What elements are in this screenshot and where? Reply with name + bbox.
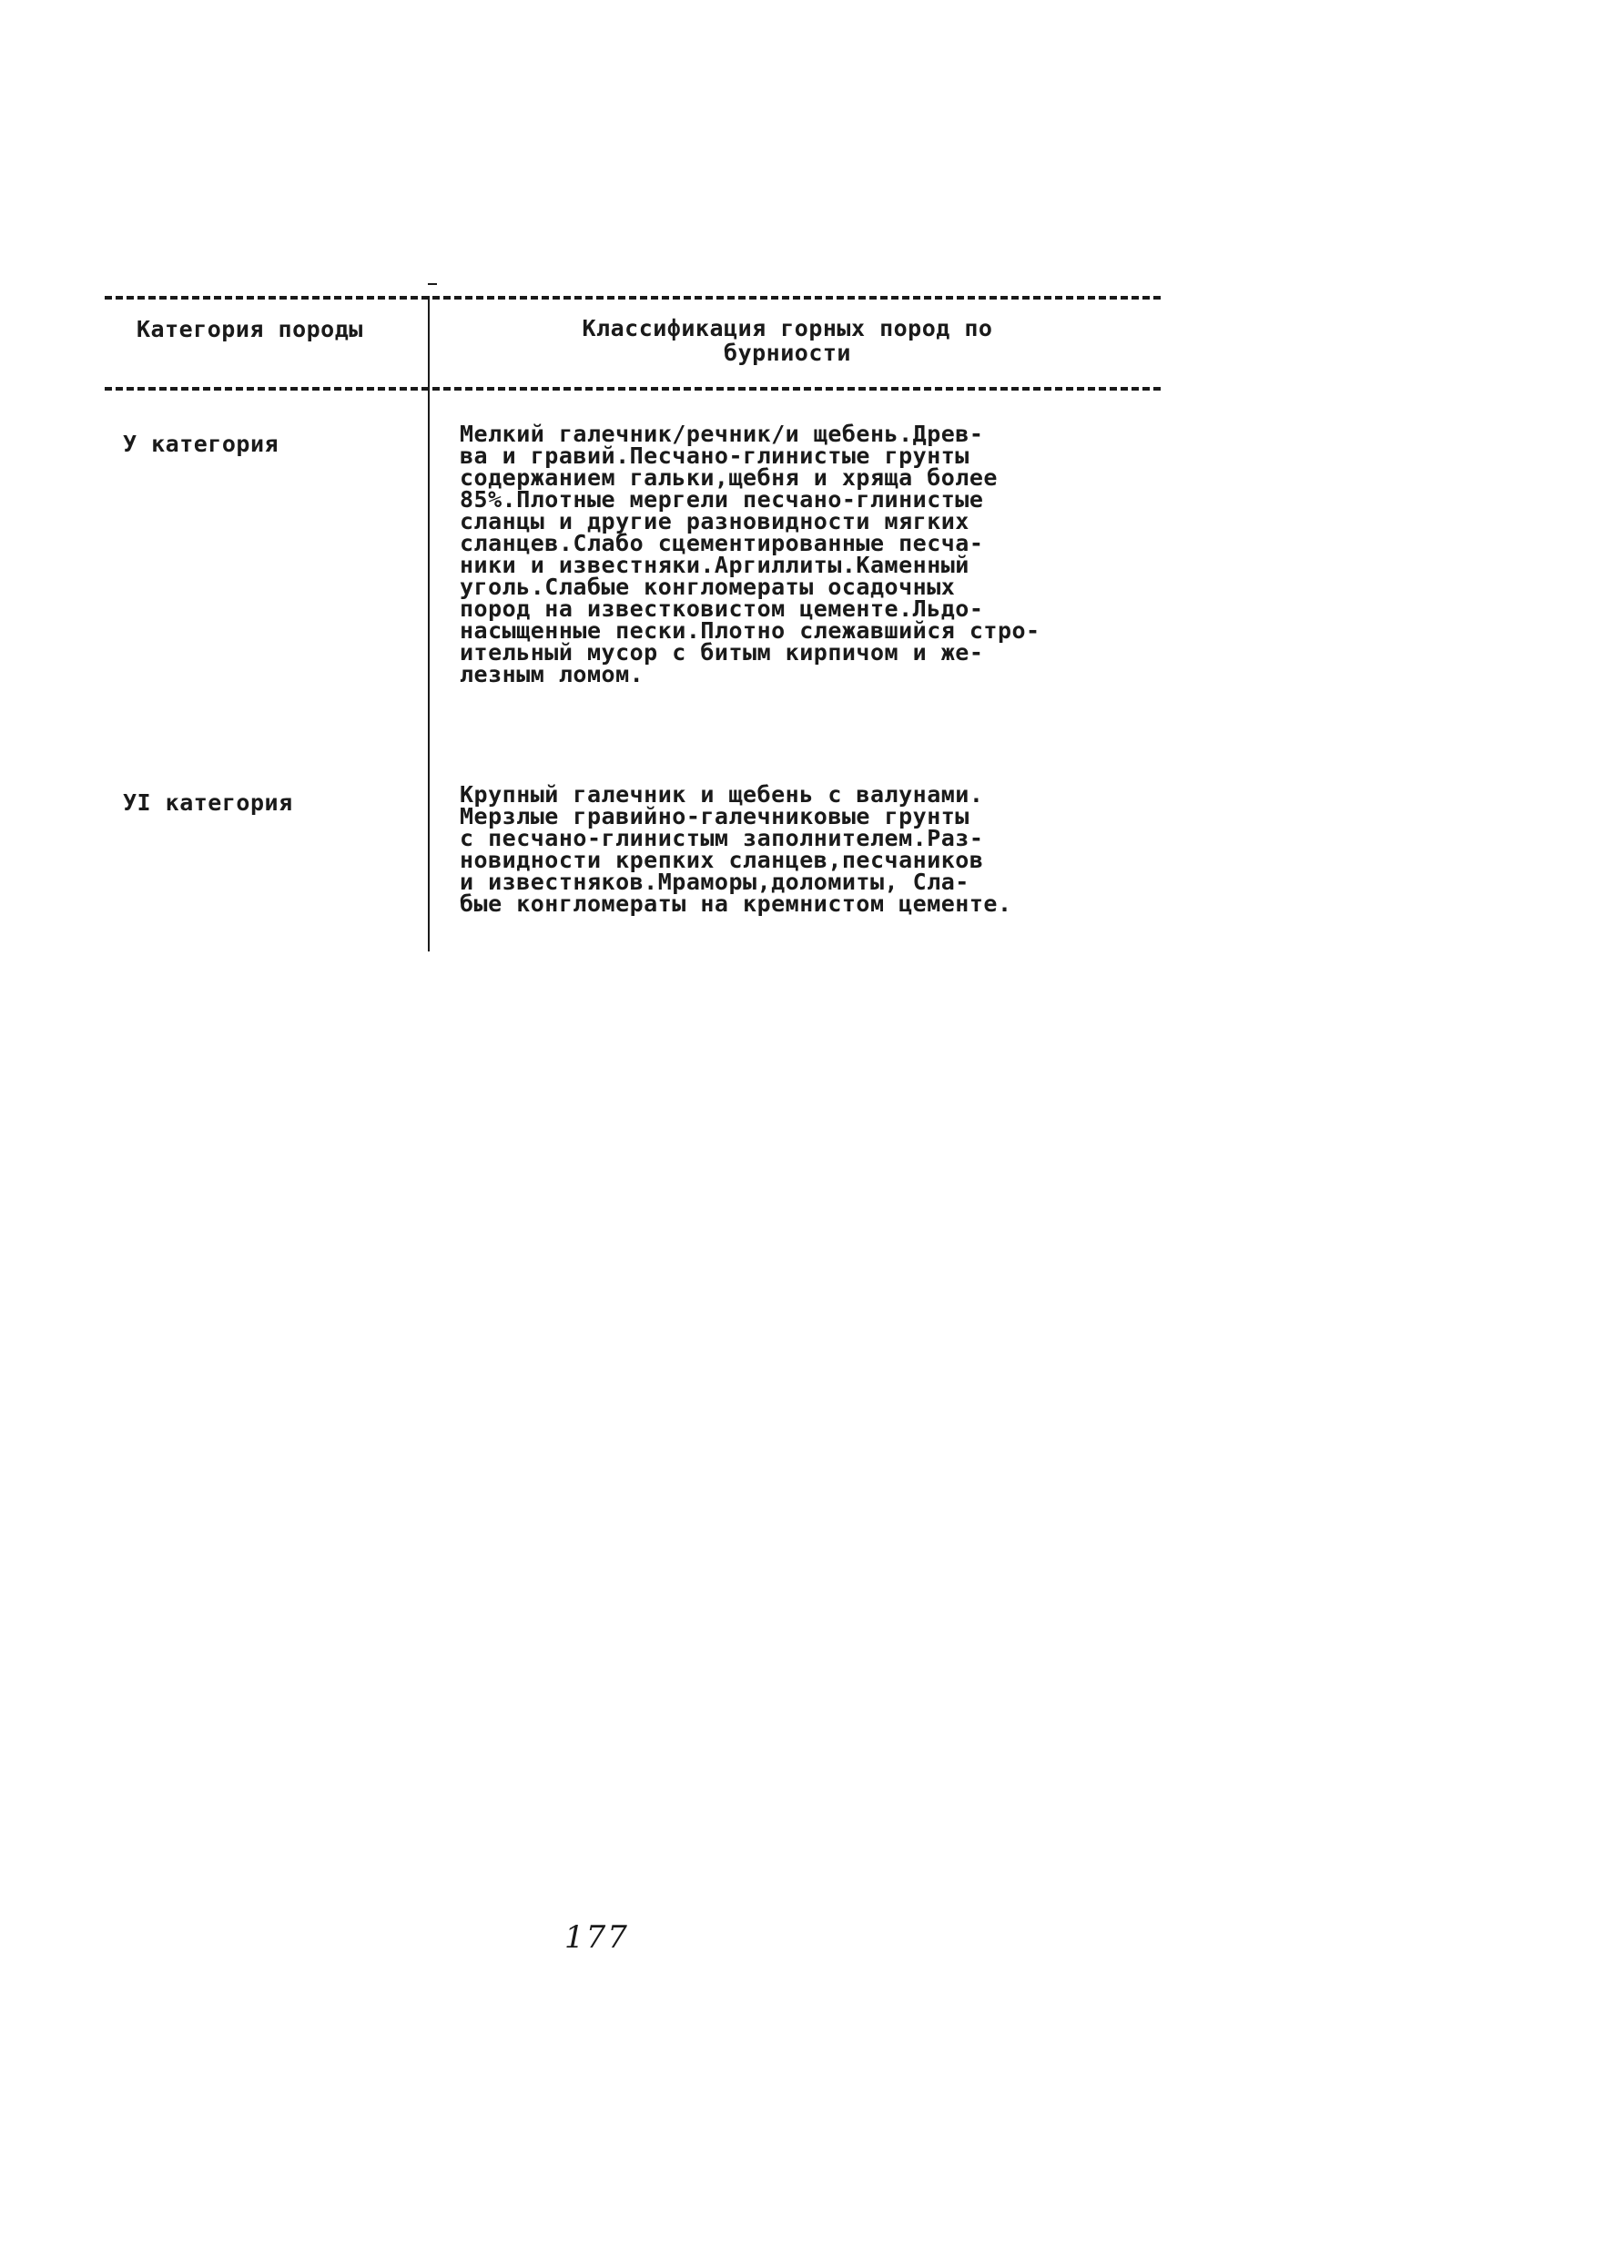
- description-line: ительный мусор с битым кирпичом и же-: [460, 639, 984, 666]
- category-5-label: У категория: [123, 431, 279, 457]
- table-top-rule: [105, 296, 1161, 300]
- description-line: ва и гравий.Песчано-глинистые грунты: [460, 442, 969, 469]
- header-bottom-rule: [105, 387, 1161, 391]
- header-classification: [460, 316, 1115, 365]
- description-line: Мелкий галечник/речник/и щебень.Древ-: [460, 421, 984, 447]
- category-5-description: [460, 423, 1206, 686]
- header-classification-line: Классификация горных пород по: [582, 315, 993, 341]
- category-6-description: [460, 781, 1206, 917]
- description-line: бые конгломераты на кремнистом цементе.: [460, 890, 1012, 917]
- column-divider: [428, 296, 430, 951]
- description-line: уголь.Слабые конгломераты осадочных: [460, 574, 956, 600]
- description-line: Крупный галечник и щебень с валунами.: [460, 781, 984, 808]
- description-line: новидности крепких сланцев,песчаников: [460, 847, 984, 873]
- description-line: сланцев.Слабо сцементированные песча-: [460, 530, 984, 556]
- header-category: Категория породы: [137, 316, 363, 342]
- description-line: насыщенные пески.Плотно слежавшийся стро-: [460, 617, 1040, 644]
- category-6-label: УI категория: [123, 789, 293, 816]
- description-line: сланцы и другие разновидности мягких: [460, 508, 969, 534]
- description-line: с песчано-глинистым заполнителем.Раз-: [460, 825, 984, 851]
- description-line: лезным ломом.: [460, 661, 645, 687]
- description-line: ники и известняки.Аргиллиты.Каменный: [460, 552, 969, 578]
- page-number: 177: [564, 1919, 629, 1956]
- description-line: содержанием гальки,щебня и хряща более: [460, 464, 998, 491]
- description-line: и известняков.Мраморы,доломиты, Сла-: [460, 869, 969, 895]
- header-classification-line: бурниости: [724, 340, 851, 366]
- description-line: 85%.Плотные мергели песчано-глинистые: [460, 486, 984, 513]
- description-line: пород на известковистом цементе.Льдо-: [460, 595, 984, 622]
- column-divider-tick: [428, 283, 437, 285]
- description-line: Мерзлые гравийно-галечниковые грунты: [460, 803, 969, 829]
